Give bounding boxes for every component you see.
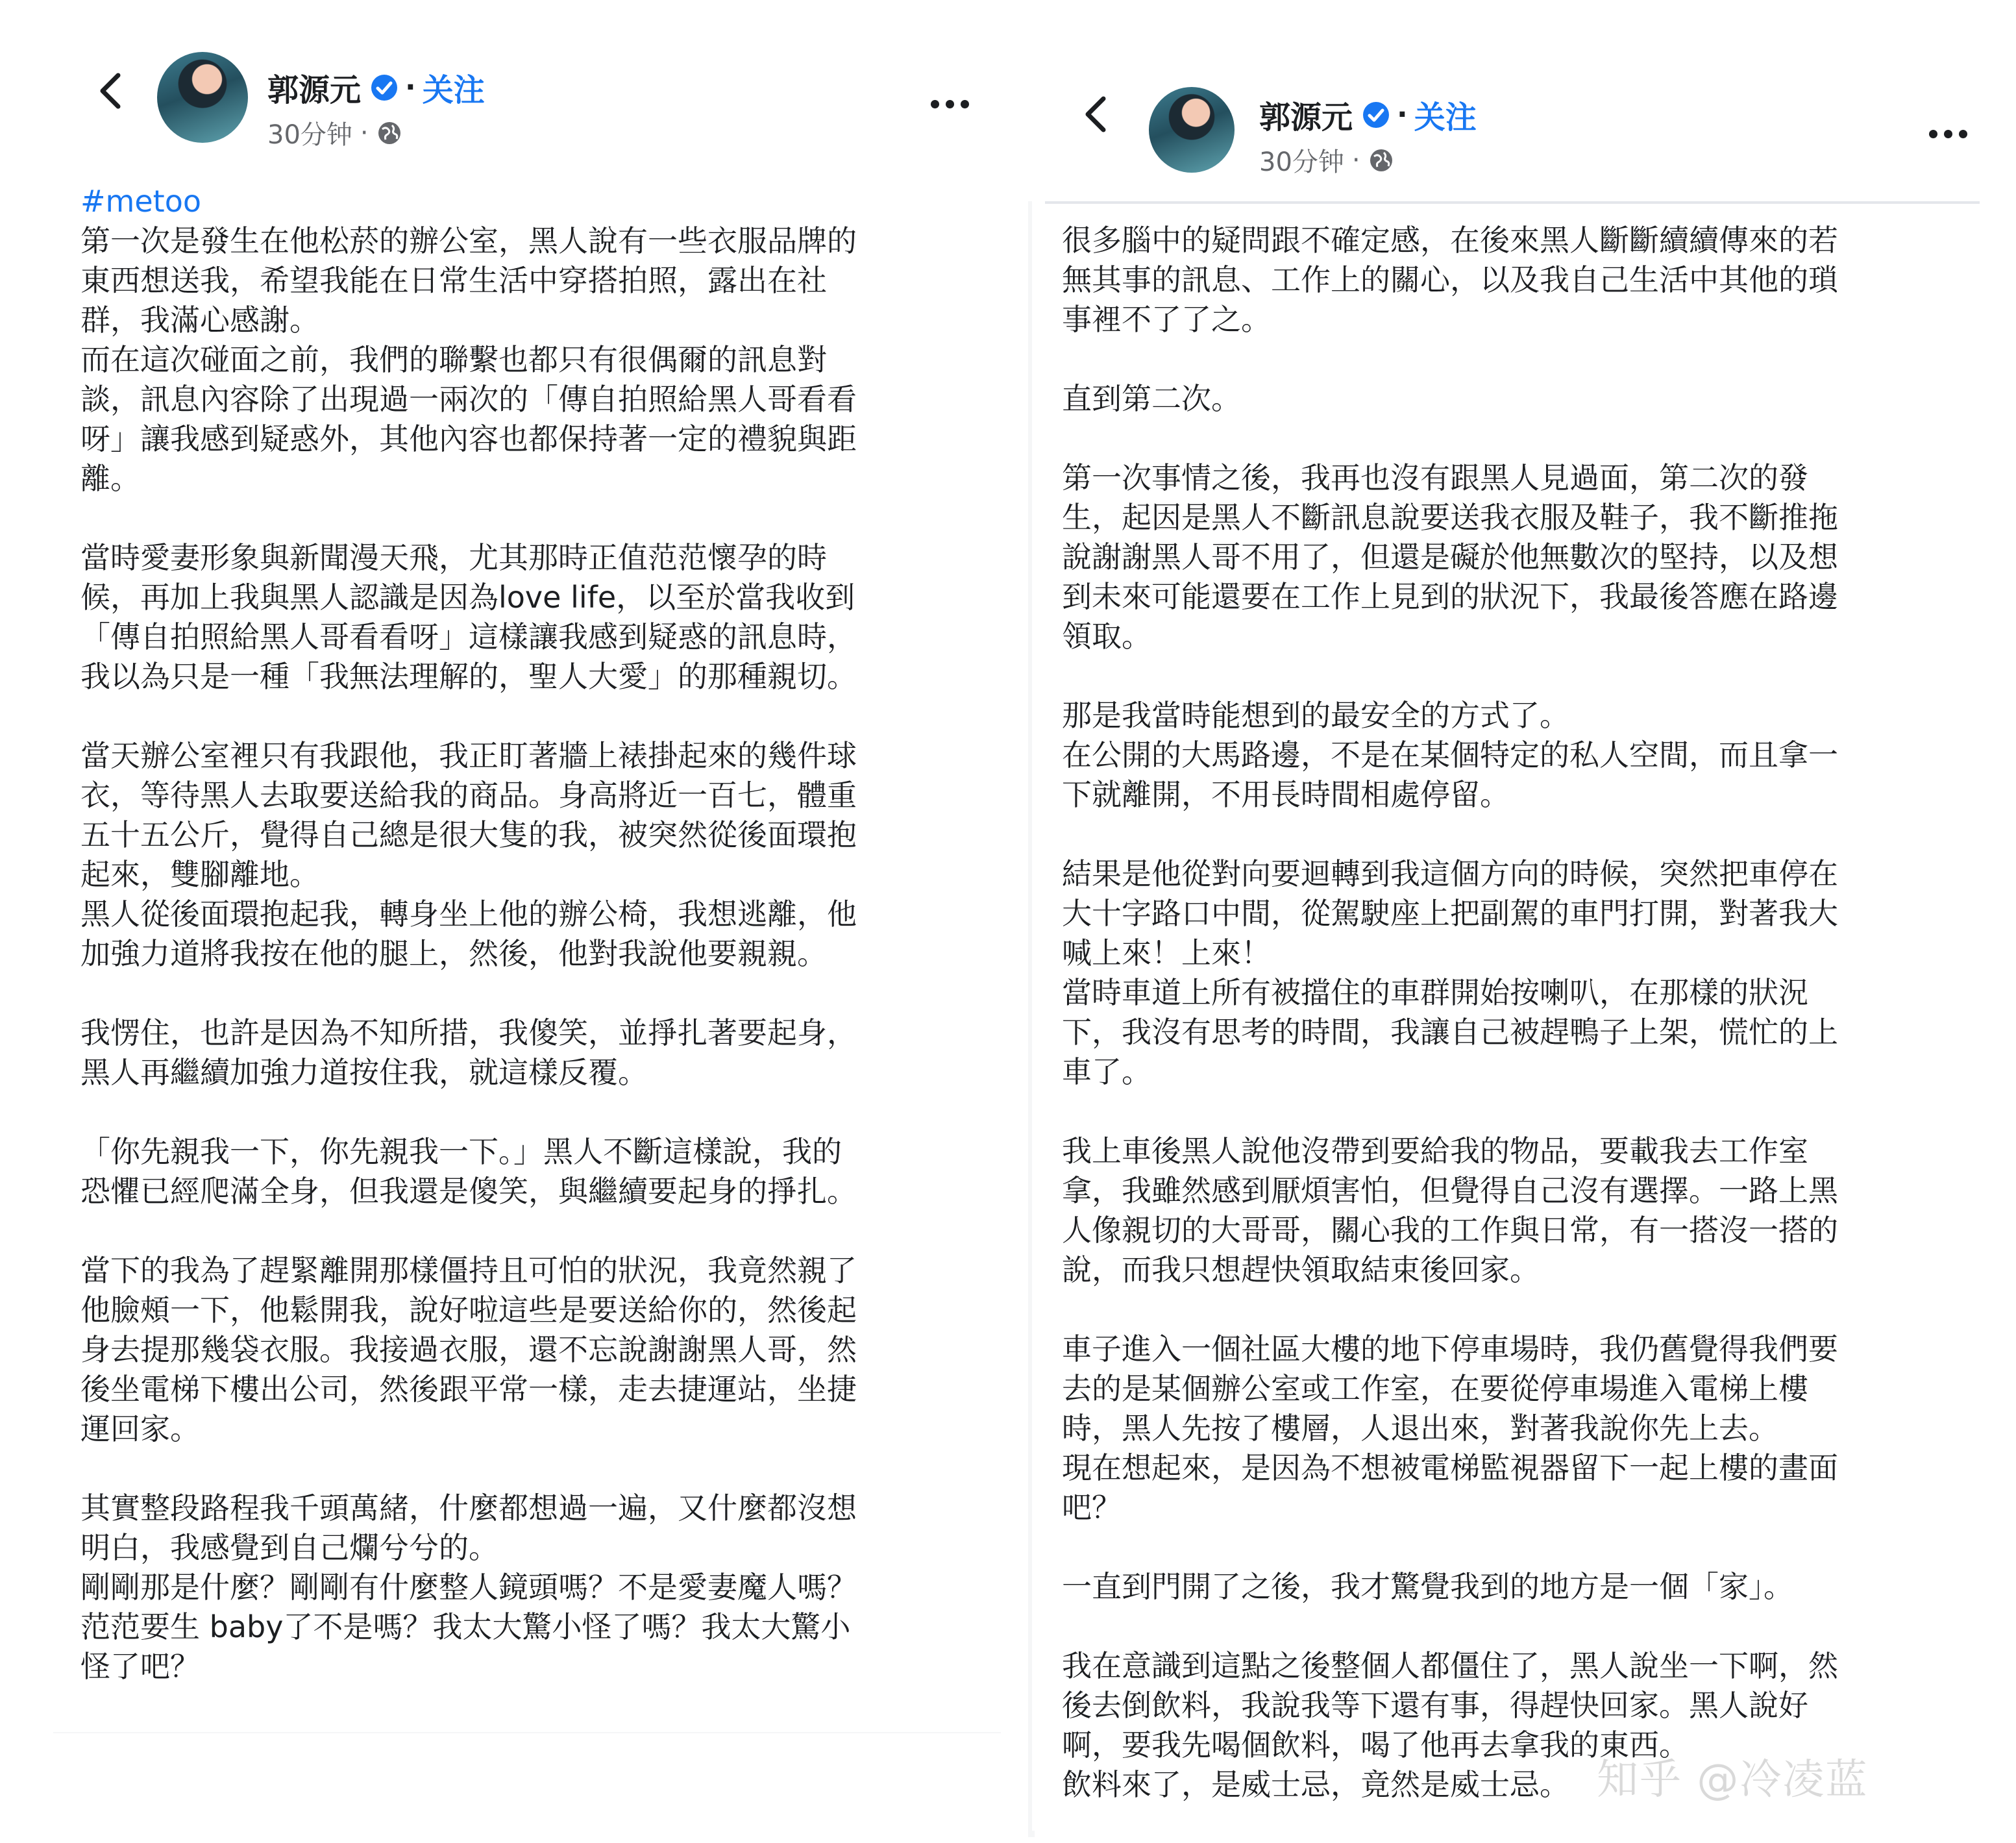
text-line: 領取。: [1062, 619, 1151, 654]
text-line: 後去倒飲料，我說我等下還有事，得趕快回家。黑人說好: [1062, 1688, 1808, 1723]
post-paragraph: [1062, 221, 1838, 340]
text-line: 恐懼已經爬滿全身，但我還是傻笑，與繼續要起身的掙扎。: [80, 1174, 857, 1209]
text-line: 很多腦中的疑問跟不確定感，在後來黑人斷斷續續傳來的若: [1062, 223, 1838, 258]
text-line: 在公開的大馬路邊，不是在某個特定的私人空間，而且拿一: [1062, 737, 1838, 773]
post-header: [1032, 65, 1999, 208]
follow-button[interactable]: 关注: [422, 72, 485, 108]
post-paragraph: [80, 1013, 857, 1093]
post-paragraph: [1062, 1132, 1838, 1290]
post-paragraph: [80, 221, 857, 499]
text-line: 離。: [80, 461, 140, 496]
post-body: [1062, 221, 1838, 1805]
follow-button[interactable]: 关注: [1414, 99, 1477, 136]
post-meta: [267, 114, 402, 151]
text-line: 現在想起來，是因為不想被電梯監視器留下一起上樓的畫面: [1062, 1450, 1838, 1485]
avatar[interactable]: [157, 52, 248, 143]
text-line: 下就離開，不用長時間相處停留。: [1062, 777, 1510, 812]
text-line: 車子進入一個社區大樓的地下停車場時，我仍舊覺得我們要: [1062, 1331, 1838, 1367]
text-line: 我以為只是一種「我無法理解的，聖人大愛」的那種親切。: [80, 659, 857, 694]
text-line: 而在這次碰面之前，我們的聯繫也都只有很偶爾的訊息對: [80, 342, 827, 377]
text-line: 第一次事情之後，我再也沒有跟黑人見過面，第二次的發: [1062, 460, 1808, 495]
text-line: 其實整段路程我千頭萬緒，什麼都想過一遍，又什麼都沒想: [80, 1490, 857, 1526]
post-paragraph: [1062, 854, 1838, 1092]
text-line: 起來，雙腳離地。: [80, 857, 319, 892]
text-line: 生，起因是黑人不斷訊息說要送我衣服及鞋子，我不斷推拖: [1062, 500, 1838, 535]
text-line: 結果是他從對向要迴轉到我這個方向的時候，突然把車停在: [1062, 856, 1838, 891]
post-body: [80, 182, 857, 1687]
post-timestamp[interactable]: 30分钟: [1259, 147, 1344, 177]
text-line: 那是我當時能想到的最安全的方式了。: [1062, 698, 1569, 733]
author-name[interactable]: 郭源元: [1259, 99, 1353, 136]
post-paragraph: [80, 736, 857, 974]
text-line: 直到第二次。: [1062, 381, 1241, 416]
post-paragraph: [1062, 379, 1838, 419]
post-meta: [1259, 142, 1394, 179]
avatar[interactable]: [1149, 87, 1235, 173]
post-paragraph: [80, 1489, 857, 1687]
text-line: 東西想送我，希望我能在日常生活中穿搭拍照，露出在社: [80, 263, 827, 298]
text-line: 人像親切的大哥哥，關心我的工作與日常，有一搭沒一搭的: [1062, 1213, 1838, 1248]
post-timestamp[interactable]: 30分钟: [267, 120, 352, 150]
right-post-screenshot: [1032, 65, 1999, 1831]
text-line: 吧？: [1062, 1490, 1122, 1525]
more-options-icon[interactable]: [931, 100, 969, 108]
text-line: 拿，我雖然感到厭煩害怕，但覺得自己沒有選擇。一路上黑: [1062, 1173, 1838, 1208]
text-line: 我在意識到這點之後整個人都僵住了，黑人說坐一下啊，然: [1062, 1648, 1838, 1683]
text-line: 當時車道上所有被擋住的車群開始按喇叭，在那樣的狀況: [1062, 975, 1808, 1010]
globe-icon: [1368, 147, 1394, 173]
author-row: [1259, 92, 1477, 137]
post-paragraph: [1062, 696, 1838, 815]
author-row: [267, 65, 485, 110]
text-line: 第一次是發生在他松菸的辦公室，黑人說有一些衣服品牌的: [80, 223, 857, 258]
text-line: 到未來可能還要在工作上見到的狀況下，我最後答應在路邊: [1062, 579, 1838, 614]
post-paragraph: [1062, 1567, 1838, 1607]
text-line: 我愣住，也許是因為不知所措，我傻笑，並掙扎著要起身，: [80, 1015, 857, 1050]
text-line: 當時愛妻形象與新聞漫天飛，尤其那時正值范范懷孕的時: [80, 540, 827, 575]
text-line: 明白，我感覺到自己爛兮兮的。: [80, 1530, 498, 1565]
post-paragraph: [80, 1132, 857, 1211]
text-line: 啊，要我先喝個飲料，喝了他再去拿我的東西。: [1062, 1727, 1689, 1763]
text-line: 下，我沒有思考的時間，我讓自己被趕鴨子上架，慌忙的上: [1062, 1015, 1838, 1050]
text-line: 當天辦公室裡只有我跟他，我正盯著牆上裱掛起來的幾件球: [80, 738, 857, 773]
text-line: 候，再加上我與黑人認識是因為love life，以至於當我收到: [80, 580, 855, 615]
text-line: 說，而我只想趕快領取結束後回家。: [1062, 1252, 1540, 1287]
text-line: 群，我滿心感謝。: [80, 303, 319, 338]
post-header: [53, 38, 1001, 180]
text-line: 身去提那幾袋衣服。我接過衣服，還不忘說謝謝黑人哥，然: [80, 1332, 857, 1367]
text-line: 運回家。: [80, 1411, 200, 1446]
text-line: 車了。: [1062, 1054, 1151, 1089]
text-line: 喊上來！上來！: [1062, 935, 1271, 971]
text-line: 一直到門開了之後，我才驚覺我到的地方是一個「家」。: [1062, 1569, 1793, 1604]
text-line: 他臉頰一下，他鬆開我，說好啦這些是要送給你的，然後起: [80, 1293, 857, 1328]
back-arrow-icon[interactable]: [1076, 88, 1115, 140]
text-line: 「傳自拍照給黑人哥看看呀」這樣讓我感到疑惑的訊息時，: [80, 619, 857, 654]
post-paragraph: [80, 538, 857, 697]
text-line: 剛剛那是什麼？剛剛有什麼整人鏡頭嗎？不是愛妻魔人嗎？: [80, 1570, 857, 1605]
hashtag-link[interactable]: #metoo: [80, 184, 201, 219]
text-line: 范范要生 baby了不是嗎？我太大驚小怪了嗎？我太大驚小: [80, 1609, 851, 1644]
post-paragraph: [80, 1251, 857, 1449]
text-line: 談，訊息內容除了出現過一兩次的「傳自拍照給黑人哥看看: [80, 382, 857, 417]
text-line: 衣，等待黑人去取要送給我的商品。身高將近一百七，體重: [80, 778, 857, 813]
text-line: 怪了吧？: [80, 1649, 200, 1684]
text-line: 我上車後黑人說他沒帶到要給我的物品，要載我去工作室: [1062, 1133, 1808, 1169]
left-post-screenshot: [53, 38, 1001, 1732]
text-line: 當下的我為了趕緊離開那樣僵持且可怕的狀況，我竟然親了: [80, 1253, 857, 1288]
text-line: 事裡不了了之。: [1062, 302, 1271, 337]
globe-icon: [376, 120, 402, 146]
author-name[interactable]: 郭源元: [267, 72, 362, 108]
text-line: 去的是某個辦公室或工作室，在要從停車場進入電梯上樓: [1062, 1371, 1808, 1406]
text-line: 呀」讓我感到疑惑外，其他內容也都保持著一定的禮貌與距: [80, 421, 857, 456]
text-line: 飲料來了，是威士忌，竟然是威士忌。: [1062, 1767, 1569, 1802]
back-arrow-icon[interactable]: [91, 65, 130, 117]
verified-badge-icon: [1362, 101, 1390, 129]
verified-badge-icon: [370, 73, 399, 102]
text-line: 時，黑人先按了樓層，人退出來，對著我說你先上去。: [1062, 1411, 1778, 1446]
text-line: 黑人從後面環抱起我，轉身坐上他的辦公椅，我想逃離，他: [80, 897, 857, 932]
text-line: 五十五公斤，覺得自己總是很大隻的我，被突然從後面環抱: [80, 817, 857, 852]
text-line: 大十字路口中間，從駕駛座上把副駕的車門打開，對著我大: [1062, 896, 1838, 931]
post-paragraph: [1062, 458, 1838, 656]
text-line: 說謝謝黑人哥不用了，但還是礙於他無數次的堅持，以及想: [1062, 539, 1838, 575]
header-divider: [1045, 201, 1980, 204]
separator-dot: ·: [360, 118, 369, 148]
text-line: 後坐電梯下樓出公司，然後跟平常一樣，走去捷運站，坐捷: [80, 1372, 857, 1407]
text-line: 黑人再繼續加強力道按住我，就這樣反覆。: [80, 1055, 648, 1090]
post-paragraph: [1062, 1330, 1838, 1528]
text-line: 「你先親我一下，你先親我一下。」黑人不斷這樣說，我的: [80, 1134, 842, 1169]
separator-dot: ·: [405, 71, 416, 104]
watermark: 知乎 @冷凌蓝: [1597, 1756, 1869, 1804]
text-line: 無其事的訊息、工作上的關心，以及我自己生活中其他的瑣: [1062, 262, 1838, 297]
separator-dot: ·: [1351, 145, 1360, 175]
more-options-icon[interactable]: [1929, 130, 1967, 138]
separator-dot: ·: [1397, 98, 1408, 131]
text-line: 加強力道將我按在他的腿上，然後，他對我說他要親親。: [80, 936, 827, 971]
